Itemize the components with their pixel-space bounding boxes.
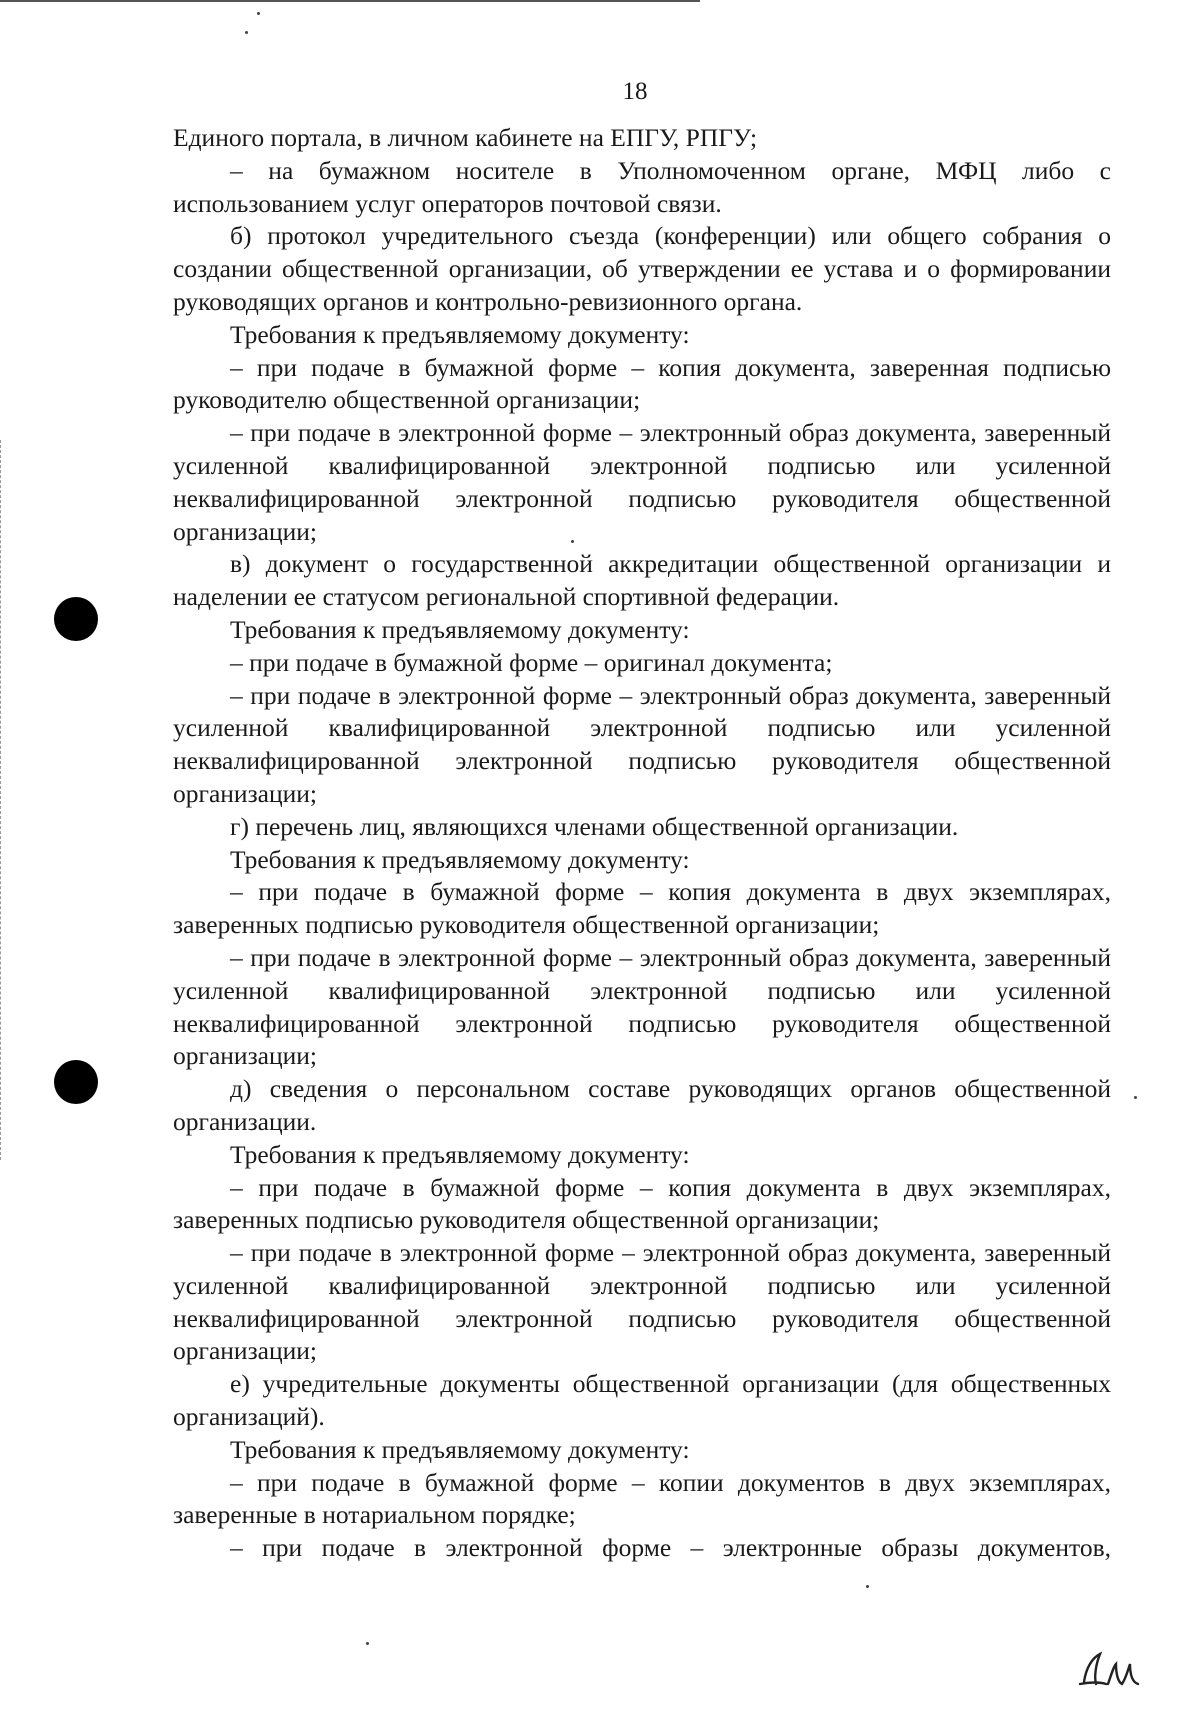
paragraph: е) учредительные документы общественной организации (для общественных организаций). — [173, 1369, 1111, 1432]
paragraph: – при подаче в электронной форме – электронный образ документа, заверенный усиленной квалифицированной электронной подписью или усиленной неквалифицированной электронной подписью руководителя общественной организации; — [173, 680, 1111, 808]
scan-edge-line — [0, 440, 1, 1160]
paragraph: Требования к предъявляемому документу: — [230, 614, 690, 644]
paragraph: д) сведения о персональном составе руководящих органов общественной организации. — [173, 1074, 1111, 1136]
scan-speck — [257, 12, 260, 15]
paragraph: Единого портала, в личном кабинете на ЕПГУ, РПГУ; — [173, 123, 758, 152]
handwritten-initials-icon — [1076, 1646, 1146, 1692]
paragraph: б) протокол учредительного съезда (конференции) или общего собрания о создании общественной организации, об утверждении ее устава и о формировании руководящих органов и контрольно-ревизионного органа. — [173, 221, 1111, 316]
document-body — [173, 122, 1111, 1565]
scan-speck — [245, 31, 248, 34]
paragraph: – при подаче в электронной форме – электронные образы документов, — [230, 1533, 1111, 1563]
paragraph: – при подаче в бумажной форме – копии документов в двух экземплярах, заверенные в нотариальном порядке; — [173, 1467, 1111, 1530]
paragraph: в) документ о государственной аккредитации общественной организации и наделении ее статусом региональной спортивной федерации. — [173, 549, 1111, 612]
paragraph: Требования к предъявляемому документу: — [230, 1139, 690, 1169]
punch-hole-icon — [54, 597, 98, 641]
paragraph: – при подаче в бумажной форме – копия документа в двух экземплярах, заверенных подписью руководителя общественной организации; — [173, 877, 1111, 940]
paragraph: – при подаче в бумажной форме – оригинал документа; — [230, 647, 833, 677]
paragraph: – при подаче в бумажной форме – копия документа, заверенная подписью руководителю общественной организации; — [173, 352, 1111, 415]
scan-speck — [1134, 1096, 1137, 1099]
paragraph: Требования к предъявляемому документу: — [230, 1434, 690, 1464]
scan-speck — [366, 1642, 369, 1645]
scan-speck — [866, 1585, 869, 1588]
paragraph: Требования к предъявляемому документу: — [230, 844, 690, 874]
paragraph: Требования к предъявляемому документу: — [230, 319, 690, 349]
paragraph: – при подаче в электронной форме – электронный образ документа, заверенный усиленной квалифицированной электронной подписью или усиленной неквалифицированной электронной подписью руководителя общественной организации; — [173, 418, 1111, 546]
paragraph: г) перечень лиц, являющихся членами общественной организации. — [230, 811, 959, 841]
punch-hole-icon — [54, 1060, 98, 1104]
page-top-edge-line — [0, 0, 700, 2]
paragraph: – при подаче в бумажной форме – копия документа в двух экземплярах, заверенных подписью руководителя общественной организации; — [173, 1172, 1111, 1235]
paragraph: – при подаче в электронной форме – электронный образ документа, заверенный усиленной квалифицированной электронной подписью или усиленной неквалифицированной электронной подписью руководителя общественной организации; — [173, 942, 1111, 1071]
page-number: 18 — [622, 78, 648, 105]
scan-speck — [571, 540, 574, 543]
paragraph: – при подаче в электронной форме – электронной образ документа, заверенный усиленной квалифицированной электронной подписью или усиленной неквалифицированной электронной подписью руководителя общественной организации; — [173, 1238, 1111, 1366]
paragraph: – на бумажном носителе в Уполномоченном органе, МФЦ либо с использованием услуг операторов почтовой связи. — [173, 155, 1111, 218]
